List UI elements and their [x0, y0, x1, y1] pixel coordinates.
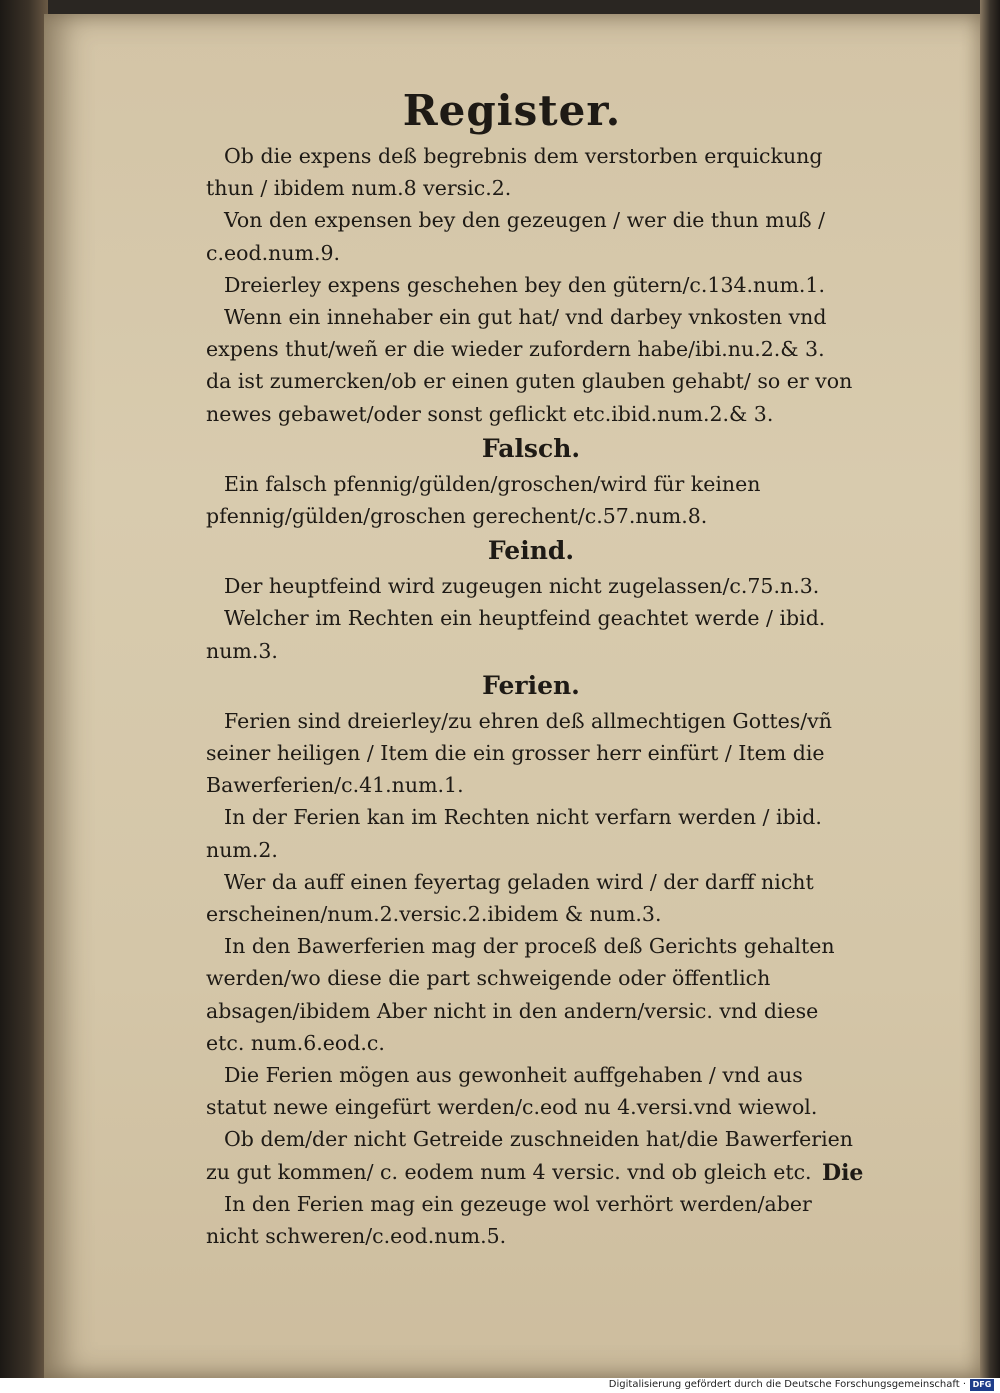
register-entry: [206, 1059, 856, 1123]
register-entry: [206, 204, 856, 268]
catchword: Die: [822, 1160, 864, 1186]
entry-text: Wenn ein innehaber ein gut hat/ vnd darbey vnkosten vnd expens thut/weñ er die wieder zufordern habe/ibi.nu.2.& 3. da ist zumercken/ob er einen guten glauben gehabt/ so er von newes gebawet/oder sonst geflickt etc.ibid.num.2.& 3.: [206, 305, 853, 426]
register-entry: [206, 301, 856, 430]
register-entry: [206, 1123, 856, 1187]
entry-text: Die Ferien mögen aus gewonheit auffgehaben / vnd aus statut newe eingefürt werden/c.eod nu 4.versi.vnd wiewol.: [206, 1063, 818, 1120]
book-edge-right: [980, 0, 1000, 1380]
register-entry: [206, 801, 856, 865]
dfg-logo-icon: DFG: [970, 1379, 994, 1391]
register-entry: [206, 866, 856, 930]
register-entry: [206, 705, 856, 802]
entry-text: In den Bawerferien mag der proceß deß Gerichts gehalten werden/wo diese die part schweigende oder öffentlich absagen/ibidem Aber nicht in den andern/versic. vnd diese etc. num.6.eod.c.: [206, 934, 835, 1055]
entry-text: In der Ferien kan im Rechten nicht verfarn werden / ibid. num.2.: [206, 805, 822, 862]
entry-text: In den Ferien mag ein gezeuge wol verhört werden/aber nicht schweren/c.eod.num.5.: [206, 1191, 812, 1249]
register-entry: [206, 570, 856, 602]
register-entry: [206, 602, 856, 666]
entry-text: Der heuptfeind wird zugeugen nicht zugelassen/c.75.n.3.: [224, 574, 820, 599]
entry-text: Ob dem/der nicht Getreide zuschneiden hat/die Bawerferien zu gut kommen/ c. eodem num 4 versic. vnd ob gleich etc.: [206, 1127, 853, 1184]
register-entry: [206, 140, 856, 204]
entry-text: Ein falsch pfennig/gülden/groschen/wird für keinen pfennig/gülden/groschen gerechent/c.57.num.8.: [206, 471, 761, 529]
register-entry: [206, 269, 856, 301]
entry-text: Wer da auff einen feyertag geladen wird / der darff nicht erscheinen/num.2.versic.2.ibidem & num.3.: [206, 869, 814, 927]
entry-text: Dreierley expens geschehen bey den gütern/c.134.num.1.: [224, 272, 825, 297]
section-heading-feind: Feind.: [487, 536, 575, 566]
page-title: Register.: [402, 86, 622, 135]
entry-text: Von den expensen bey den gezeugen / wer die thun muß / c.eod.num.9.: [206, 208, 826, 265]
entry-text: Ferien sind dreierley/zu ehren deß allmechtigen Gottes/vñ seiner heiligen / Item die ein grosser herr einfürt / Item die Bawerferien/c.41.num.1.: [206, 708, 832, 798]
entry-text: Ob die expens deß begrebnis dem verstorben erquickung thun / ibidem num.8 versic.2.: [206, 144, 823, 201]
register-entry: [206, 930, 856, 1059]
book-gutter-shadow: [0, 0, 48, 1380]
footer-credit-text: Digitalisierung gefördert durch die Deutsche Forschungsgemeinschaft ·: [608, 1379, 966, 1390]
register-entry: [206, 468, 856, 532]
entry-text: Welcher im Rechten ein heuptfeind geachtet werde / ibid. num.3.: [206, 606, 826, 663]
section-heading-ferien: Ferien.: [482, 670, 580, 700]
register-entry: [206, 1188, 856, 1252]
register-text-column: [206, 140, 856, 1252]
section-heading-falsch: Falsch.: [481, 433, 581, 463]
